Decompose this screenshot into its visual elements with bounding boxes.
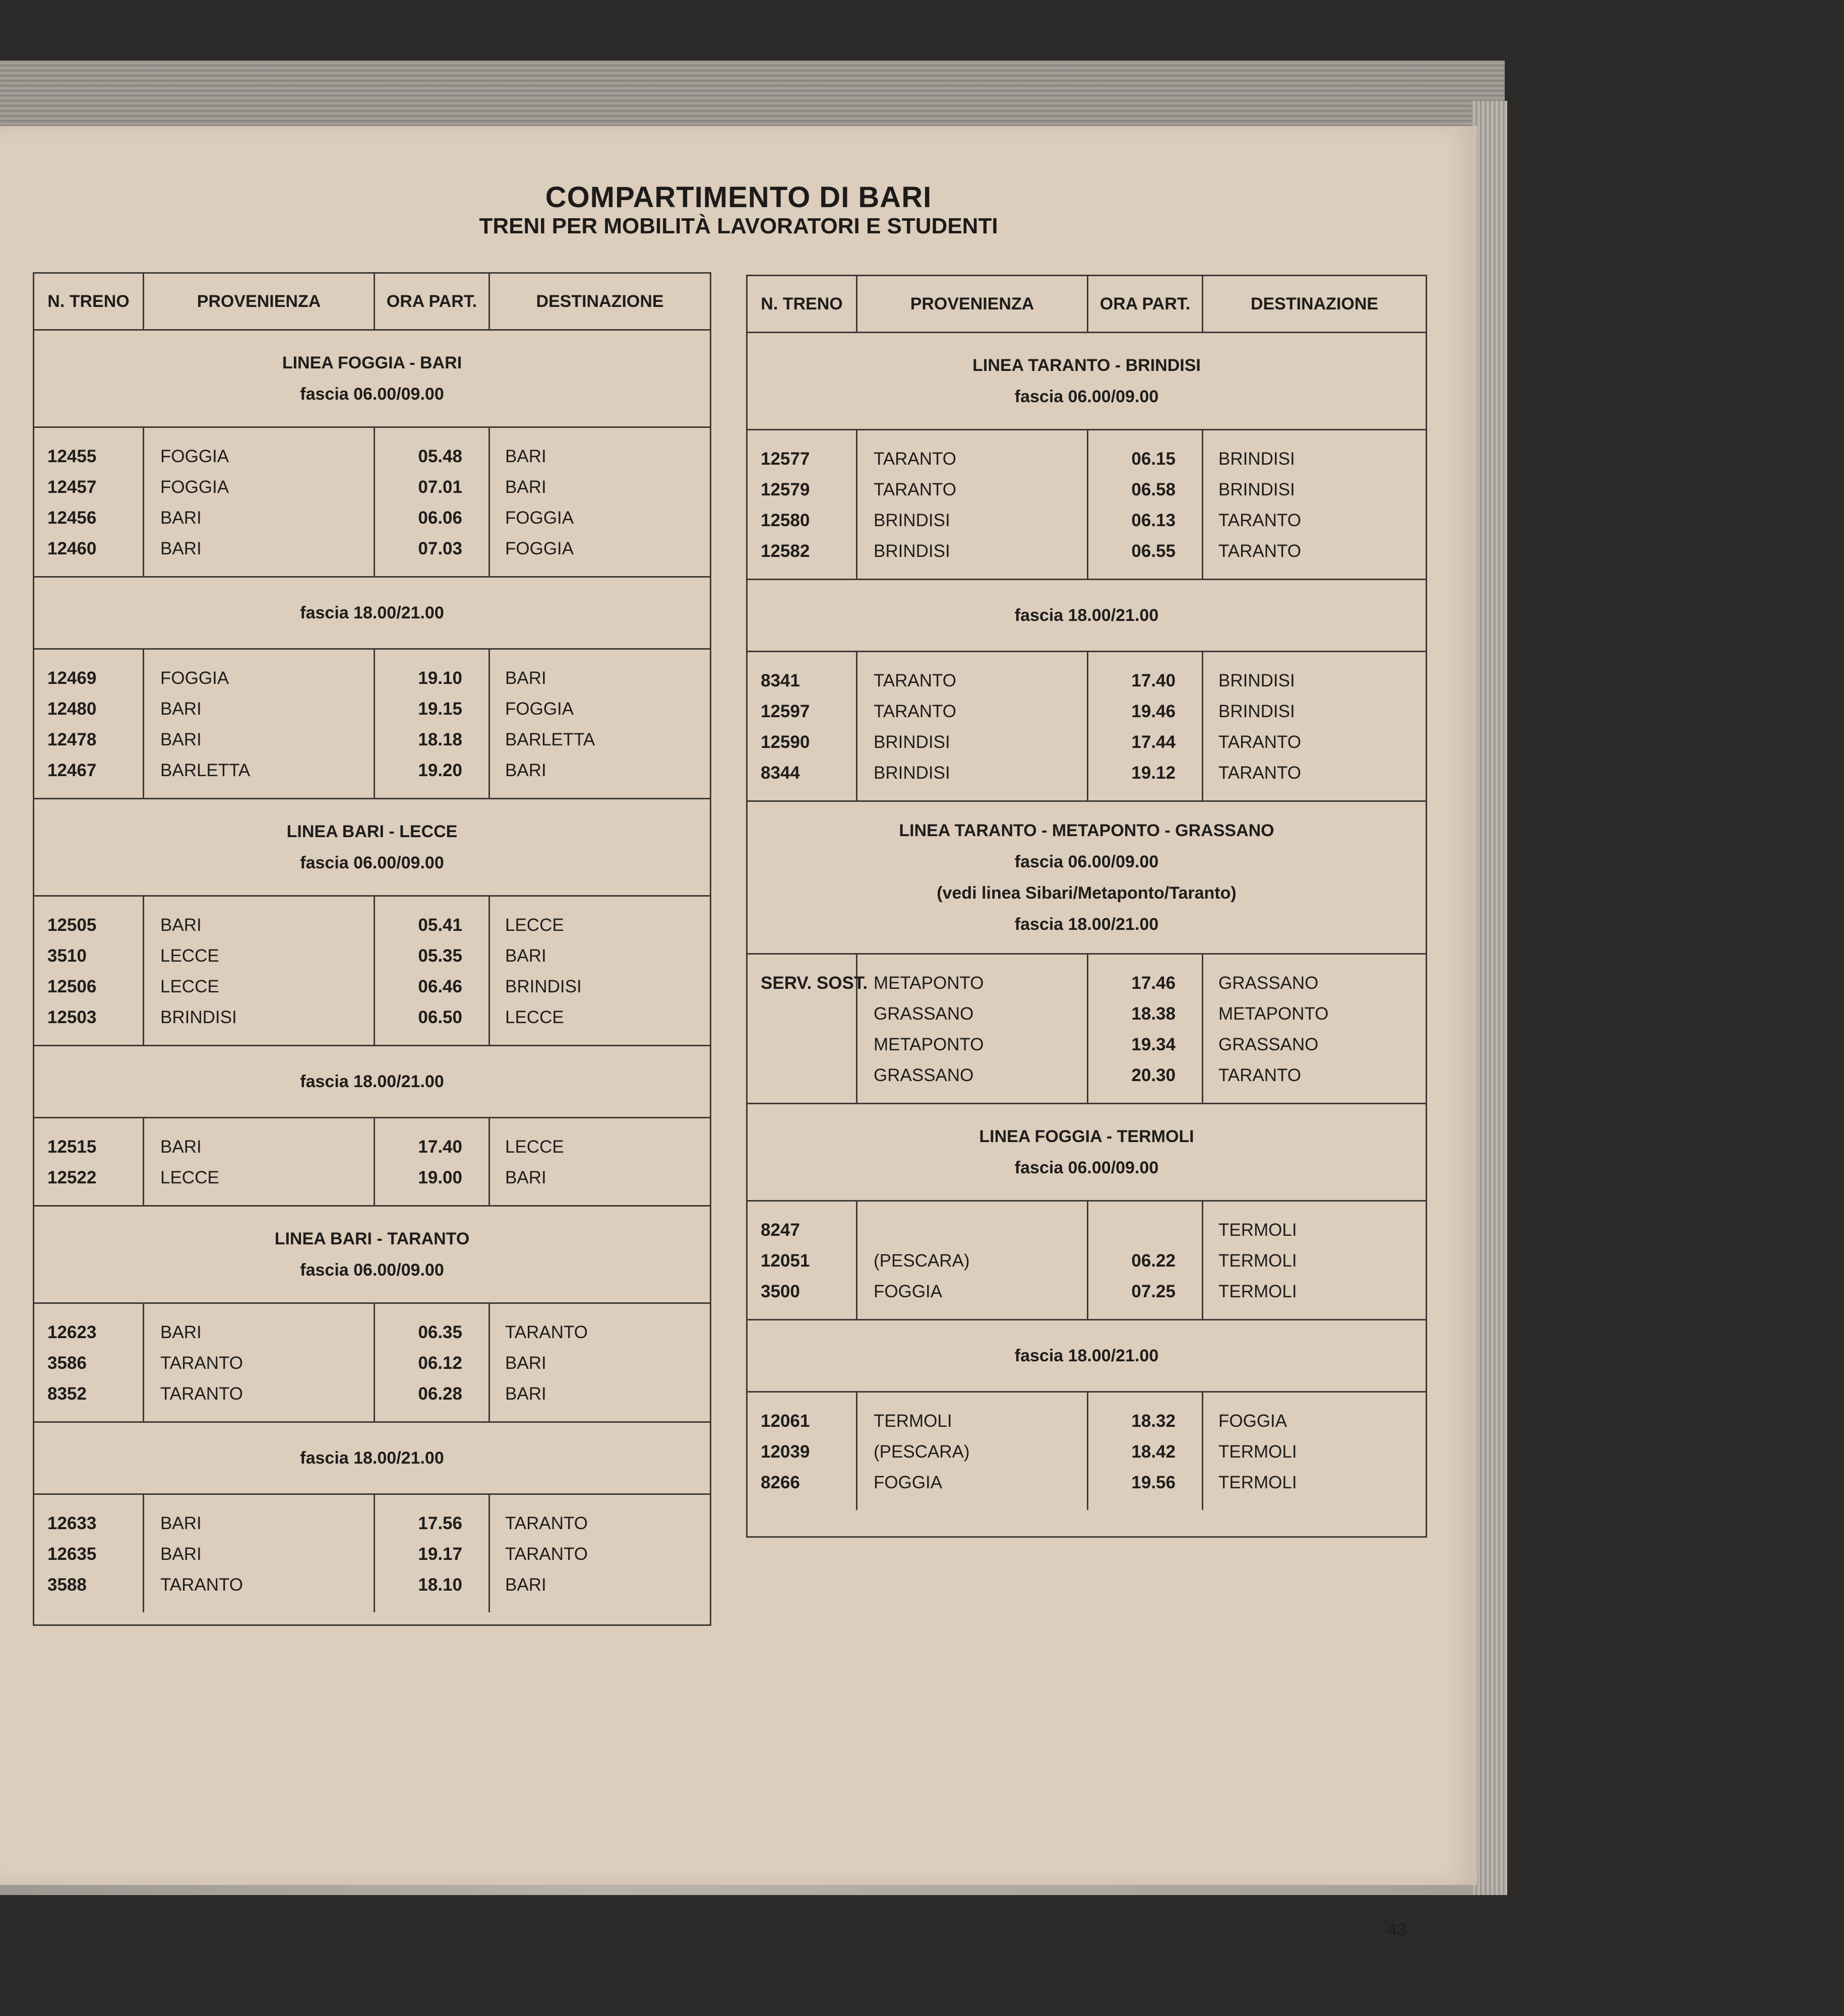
departure-time-cell: 19.34 — [1131, 1035, 1176, 1054]
train-rows-group — [748, 955, 1426, 1104]
destination-cell: TARANTO — [1218, 1065, 1301, 1085]
destination-cell: TERMOLI — [1218, 1442, 1297, 1462]
column-origin — [144, 1118, 375, 1205]
train-number-cell: 8352 — [47, 1384, 87, 1404]
origin-cell: LECCE — [160, 946, 219, 966]
destination-cell: TARANTO — [1218, 511, 1301, 530]
origin-cell: BARI — [160, 1322, 202, 1342]
time-band: fascia 06.00/09.00 — [1014, 1158, 1159, 1177]
destination-cell: BARLETTA — [505, 730, 595, 749]
destination-cell: BARI — [505, 668, 546, 688]
column-destination — [1203, 955, 1426, 1103]
header-origin: PROVENIENZA — [857, 276, 1088, 332]
train-number-cell: 12515 — [47, 1137, 97, 1157]
destination-cell: TARANTO — [505, 1544, 588, 1564]
origin-cell: BARI — [160, 1514, 202, 1533]
train-number-cell: SERV. SOST. — [761, 973, 868, 993]
train-number-cell — [748, 1029, 856, 1060]
departure-time-cell: 06.28 — [418, 1384, 462, 1404]
column-train-number — [748, 1202, 857, 1319]
line-section-header — [34, 1207, 710, 1304]
departure-time-cell: 07.03 — [418, 539, 462, 558]
train-number-cell: 12633 — [47, 1514, 97, 1533]
column-destination — [490, 897, 710, 1045]
column-destination — [1203, 430, 1426, 579]
train-rows-group — [34, 1495, 710, 1612]
column-origin — [857, 652, 1088, 800]
column-destination — [490, 1304, 710, 1421]
destination-cell: FOGGIA — [1218, 1411, 1287, 1431]
column-departure-time — [1088, 430, 1203, 579]
departure-time-cell: 06.13 — [1131, 511, 1176, 530]
origin-cell: TARANTO — [874, 702, 956, 721]
destination-cell: LECCE — [505, 1007, 564, 1027]
time-band: fascia 18.00/21.00 — [1014, 915, 1159, 934]
train-number-cell: 12577 — [761, 449, 810, 469]
column-origin — [857, 1393, 1088, 1510]
origin-cell: FOGGIA — [160, 447, 229, 466]
line-section-header — [34, 799, 710, 897]
time-band: (vedi linea Sibari/Metaponto/Taranto) — [937, 884, 1237, 903]
origin-cell: BRINDISI — [874, 763, 950, 783]
destination-cell: BARI — [505, 1575, 546, 1595]
train-number-cell: 12503 — [47, 1007, 97, 1027]
column-train-number — [748, 430, 857, 579]
line-section-header — [748, 1320, 1426, 1393]
origin-cell: BRINDISI — [160, 1007, 237, 1027]
origin-cell: TERMOLI — [874, 1411, 952, 1431]
destination-cell: BRINDISI — [1218, 671, 1295, 690]
destination-cell: BARI — [505, 1168, 546, 1187]
origin-cell: (PESCARA) — [874, 1442, 970, 1462]
train-number-cell: 12506 — [47, 977, 97, 996]
destination-cell: TARANTO — [1218, 732, 1301, 752]
column-departure-time — [1088, 955, 1203, 1103]
train-rows-group — [748, 1393, 1426, 1510]
origin-cell: FOGGIA — [160, 477, 229, 497]
departure-time-cell: 17.40 — [1131, 671, 1176, 690]
column-origin — [144, 428, 375, 576]
destination-cell: BARI — [505, 761, 546, 780]
time-band: fascia 06.00/09.00 — [1014, 387, 1159, 406]
departure-time-cell: 19.10 — [418, 668, 462, 688]
train-number-cell: 3510 — [47, 946, 87, 966]
column-departure-time — [375, 650, 490, 798]
origin-cell: LECCE — [160, 1168, 219, 1187]
column-destination — [490, 650, 710, 798]
departure-time-cell: 19.46 — [1131, 702, 1176, 721]
header-origin: PROVENIENZA — [144, 274, 375, 329]
departure-time-cell: 17.56 — [418, 1514, 462, 1533]
column-train-number — [34, 428, 144, 576]
train-rows-group — [34, 428, 710, 578]
destination-cell: TARANTO — [1218, 763, 1301, 783]
line-name: LINEA BARI - TARANTO — [274, 1229, 470, 1248]
line-section-header — [748, 333, 1426, 430]
departure-time-cell: 18.32 — [1131, 1411, 1176, 1431]
destination-cell: GRASSANO — [1218, 1035, 1319, 1054]
train-number-cell: 12478 — [47, 730, 97, 749]
origin-cell: TARANTO — [874, 449, 956, 469]
departure-time-cell: 06.35 — [418, 1322, 462, 1342]
train-number-cell: 12460 — [47, 539, 97, 558]
departure-time-cell: 19.12 — [1131, 763, 1176, 783]
train-number-cell: 12051 — [761, 1251, 810, 1271]
departure-time-cell: 18.42 — [1131, 1442, 1176, 1462]
origin-cell — [857, 1215, 1087, 1245]
departure-time-cell: 19.20 — [418, 761, 462, 780]
origin-cell: FOGGIA — [874, 1282, 943, 1301]
train-number-cell: 12579 — [761, 480, 810, 499]
column-origin — [144, 1304, 375, 1421]
train-number-cell: 12456 — [47, 508, 97, 528]
column-destination — [490, 1495, 710, 1612]
destination-cell: LECCE — [505, 915, 564, 935]
origin-cell: TARANTO — [160, 1384, 243, 1404]
departure-time-cell: 19.56 — [1131, 1473, 1176, 1492]
origin-cell: BARI — [160, 1137, 202, 1157]
header-destination: DESTINAZIONE — [536, 291, 664, 311]
time-band: fascia 18.00/21.00 — [300, 1072, 444, 1091]
origin-cell: METAPONTO — [874, 973, 984, 993]
line-name: LINEA TARANTO - BRINDISI — [972, 356, 1201, 375]
column-origin — [144, 650, 375, 798]
column-origin — [144, 897, 375, 1045]
origin-cell: GRASSANO — [874, 1065, 974, 1085]
column-train-number — [748, 652, 857, 800]
origin-cell: BARI — [160, 699, 202, 719]
book-right-edge — [1472, 101, 1507, 1895]
destination-cell: BARI — [505, 1353, 546, 1373]
header-departure-time: ORA PART. — [375, 274, 490, 329]
departure-time-cell: 17.46 — [1131, 973, 1176, 993]
time-band: fascia 18.00/21.00 — [1014, 1346, 1159, 1365]
table-header — [748, 276, 1426, 333]
origin-cell: LECCE — [160, 977, 219, 996]
page-number: 43 — [1387, 1920, 1406, 1939]
train-rows-group — [748, 430, 1426, 580]
time-band: fascia 18.00/21.00 — [1014, 606, 1159, 625]
train-number-cell: 12580 — [761, 511, 810, 530]
departure-time-cell: 05.41 — [418, 915, 462, 935]
destination-cell: BRINDISI — [505, 977, 582, 996]
train-number-cell: 8344 — [761, 763, 800, 783]
departure-time-cell: 06.06 — [418, 508, 462, 528]
column-departure-time — [375, 1495, 490, 1612]
departure-time-cell: 07.01 — [418, 477, 462, 497]
train-number-cell: 12455 — [47, 447, 97, 466]
destination-cell: TARANTO — [505, 1514, 588, 1533]
train-rows-group — [748, 652, 1426, 802]
timetable-left — [33, 272, 711, 1626]
destination-cell: BRINDISI — [1218, 702, 1295, 721]
destination-cell: FOGGIA — [505, 508, 574, 528]
train-rows-group — [748, 1202, 1426, 1320]
origin-cell: (PESCARA) — [874, 1251, 970, 1271]
column-train-number — [34, 1495, 144, 1612]
train-rows-group — [34, 1118, 710, 1207]
origin-cell: TARANTO — [160, 1353, 243, 1373]
origin-cell: BRINDISI — [874, 732, 950, 752]
departure-time-cell: 05.48 — [418, 447, 462, 466]
line-section-header — [748, 580, 1426, 652]
destination-cell: BARI — [505, 946, 546, 966]
train-number-cell: 12505 — [47, 915, 97, 935]
time-band: fascia 06.00/09.00 — [300, 385, 444, 404]
origin-cell: TARANTO — [874, 671, 956, 690]
destination-cell: TERMOLI — [1218, 1251, 1297, 1271]
departure-time-cell: 19.15 — [418, 699, 462, 719]
train-number-cell: 12590 — [761, 732, 810, 752]
column-departure-time — [375, 1118, 490, 1205]
origin-cell: FOGGIA — [160, 668, 229, 688]
departure-time-cell: 18.10 — [418, 1575, 462, 1595]
train-rows-group — [34, 897, 710, 1046]
line-section-header — [34, 331, 710, 428]
departure-time-cell: 17.44 — [1131, 732, 1176, 752]
column-destination — [490, 428, 710, 576]
column-train-number — [34, 897, 144, 1045]
train-number-cell: 12635 — [47, 1544, 97, 1564]
line-section-header — [34, 578, 710, 650]
origin-cell: GRASSANO — [874, 1004, 974, 1024]
column-departure-time — [1088, 652, 1203, 800]
departure-time-cell: 06.12 — [418, 1353, 462, 1373]
train-number-cell — [748, 1060, 856, 1091]
header-departure-time: ORA PART. — [1088, 276, 1203, 332]
origin-cell: BRINDISI — [874, 541, 950, 561]
train-number-cell: 12457 — [47, 477, 97, 497]
destination-cell: TARANTO — [505, 1322, 588, 1342]
book-page — [0, 126, 1477, 1939]
column-origin — [857, 1202, 1088, 1319]
departure-time-cell: 17.40 — [418, 1137, 462, 1157]
train-number-cell: 12597 — [761, 702, 810, 721]
departure-time-cell: 06.15 — [1131, 449, 1176, 469]
train-number-cell: 12480 — [47, 699, 97, 719]
line-name: LINEA TARANTO - METAPONTO - GRASSANO — [899, 821, 1274, 840]
column-train-number — [34, 650, 144, 798]
departure-time-cell: 18.18 — [418, 730, 462, 749]
train-number-cell: 12039 — [761, 1442, 810, 1462]
destination-cell: METAPONTO — [1218, 1004, 1329, 1024]
train-number-cell: 12522 — [47, 1168, 97, 1187]
column-departure-time — [375, 428, 490, 576]
train-number-cell — [748, 998, 856, 1029]
column-train-number — [748, 1393, 857, 1510]
train-number-cell: 3500 — [761, 1282, 800, 1301]
column-destination — [490, 1118, 710, 1205]
destination-cell: FOGGIA — [505, 699, 574, 719]
column-departure-time — [375, 1304, 490, 1421]
departure-time-cell: 19.17 — [418, 1544, 462, 1564]
train-rows-group — [34, 1304, 710, 1423]
origin-cell: BRINDISI — [874, 511, 950, 530]
destination-cell: FOGGIA — [505, 539, 574, 558]
destination-cell: BARI — [505, 447, 546, 466]
destination-cell: LECCE — [505, 1137, 564, 1157]
time-band: fascia 06.00/09.00 — [1014, 852, 1159, 871]
departure-time-cell: 06.46 — [418, 977, 462, 996]
column-train-number — [34, 1118, 144, 1205]
line-section-header — [34, 1046, 710, 1118]
origin-cell: METAPONTO — [874, 1035, 984, 1054]
departure-time-cell: 05.35 — [418, 946, 462, 966]
departure-time-cell: 19.00 — [418, 1168, 462, 1187]
time-band: fascia 18.00/21.00 — [300, 603, 444, 622]
time-band: fascia 18.00/21.00 — [300, 1448, 444, 1468]
train-rows-group — [34, 650, 710, 799]
line-section-header — [748, 1104, 1426, 1202]
origin-cell: BARI — [160, 508, 202, 528]
destination-cell: BARI — [505, 1384, 546, 1404]
train-number-cell: 3588 — [47, 1575, 87, 1595]
destination-cell: BARI — [505, 477, 546, 497]
train-number-cell: 3586 — [47, 1353, 87, 1373]
table-header — [34, 274, 710, 331]
column-destination — [1203, 1202, 1426, 1319]
train-number-cell: 12467 — [47, 761, 97, 780]
train-number-cell: 12582 — [761, 541, 810, 561]
origin-cell: TARANTO — [160, 1575, 243, 1595]
time-band: fascia 06.00/09.00 — [300, 853, 444, 872]
train-number-cell: 8266 — [761, 1473, 800, 1492]
column-origin — [144, 1495, 375, 1612]
line-name: LINEA FOGGIA - BARI — [282, 353, 462, 372]
departure-time-cell — [1088, 1215, 1202, 1245]
train-number-cell: 8247 — [761, 1220, 800, 1240]
departure-time-cell: 06.55 — [1131, 541, 1176, 561]
departure-time-cell: 06.50 — [418, 1007, 462, 1027]
origin-cell: TARANTO — [874, 480, 956, 499]
destination-cell: BRINDISI — [1218, 480, 1295, 499]
destination-cell: BRINDISI — [1218, 449, 1295, 469]
origin-cell: BARI — [160, 539, 202, 558]
departure-time-cell: 06.22 — [1131, 1251, 1176, 1271]
header-train-number: N. TRENO — [748, 276, 857, 332]
timetable-right — [746, 275, 1427, 1538]
column-departure-time — [1088, 1202, 1203, 1319]
departure-time-cell: 18.38 — [1131, 1004, 1176, 1024]
column-origin — [857, 955, 1088, 1103]
destination-cell: TERMOLI — [1218, 1473, 1297, 1492]
departure-time-cell: 06.58 — [1131, 480, 1176, 499]
destination-cell: TARANTO — [1218, 541, 1301, 561]
line-section-header — [748, 802, 1426, 955]
column-train-number — [748, 955, 868, 1103]
origin-cell: BARI — [160, 730, 202, 749]
column-destination — [1203, 1393, 1426, 1510]
departure-time-cell: 07.25 — [1131, 1282, 1176, 1301]
column-departure-time — [375, 897, 490, 1045]
train-number-cell: 12469 — [47, 668, 97, 688]
column-departure-time — [1088, 1393, 1203, 1510]
destination-cell: TERMOLI — [1218, 1282, 1297, 1301]
origin-cell: FOGGIA — [874, 1473, 943, 1492]
page-subtitle: TRENI PER MOBILITÀ LAVORATORI E STUDENTI — [479, 214, 998, 238]
page-header — [0, 181, 1477, 239]
line-name: LINEA BARI - LECCE — [286, 822, 458, 841]
line-section-header — [34, 1423, 710, 1495]
header-destination: DESTINAZIONE — [1250, 294, 1379, 313]
train-number-cell: 8341 — [761, 671, 800, 690]
origin-cell: BARLETTA — [160, 761, 251, 780]
header-train-number: N. TRENO — [34, 274, 144, 329]
train-number-cell: 12623 — [47, 1322, 97, 1342]
column-train-number — [34, 1304, 144, 1421]
column-origin — [857, 430, 1088, 579]
departure-time-cell: 20.30 — [1131, 1065, 1176, 1085]
page-title: COMPARTIMENTO DI BARI — [545, 181, 932, 214]
origin-cell: BARI — [160, 1544, 202, 1564]
column-destination — [1203, 652, 1426, 800]
train-number-cell: 12061 — [761, 1411, 810, 1431]
destination-cell: TERMOLI — [1218, 1220, 1297, 1240]
time-band: fascia 06.00/09.00 — [300, 1261, 444, 1280]
destination-cell: GRASSANO — [1218, 973, 1319, 993]
line-name: LINEA FOGGIA - TERMOLI — [979, 1127, 1194, 1146]
origin-cell: BARI — [160, 915, 202, 935]
book-top-edge — [0, 60, 1505, 126]
